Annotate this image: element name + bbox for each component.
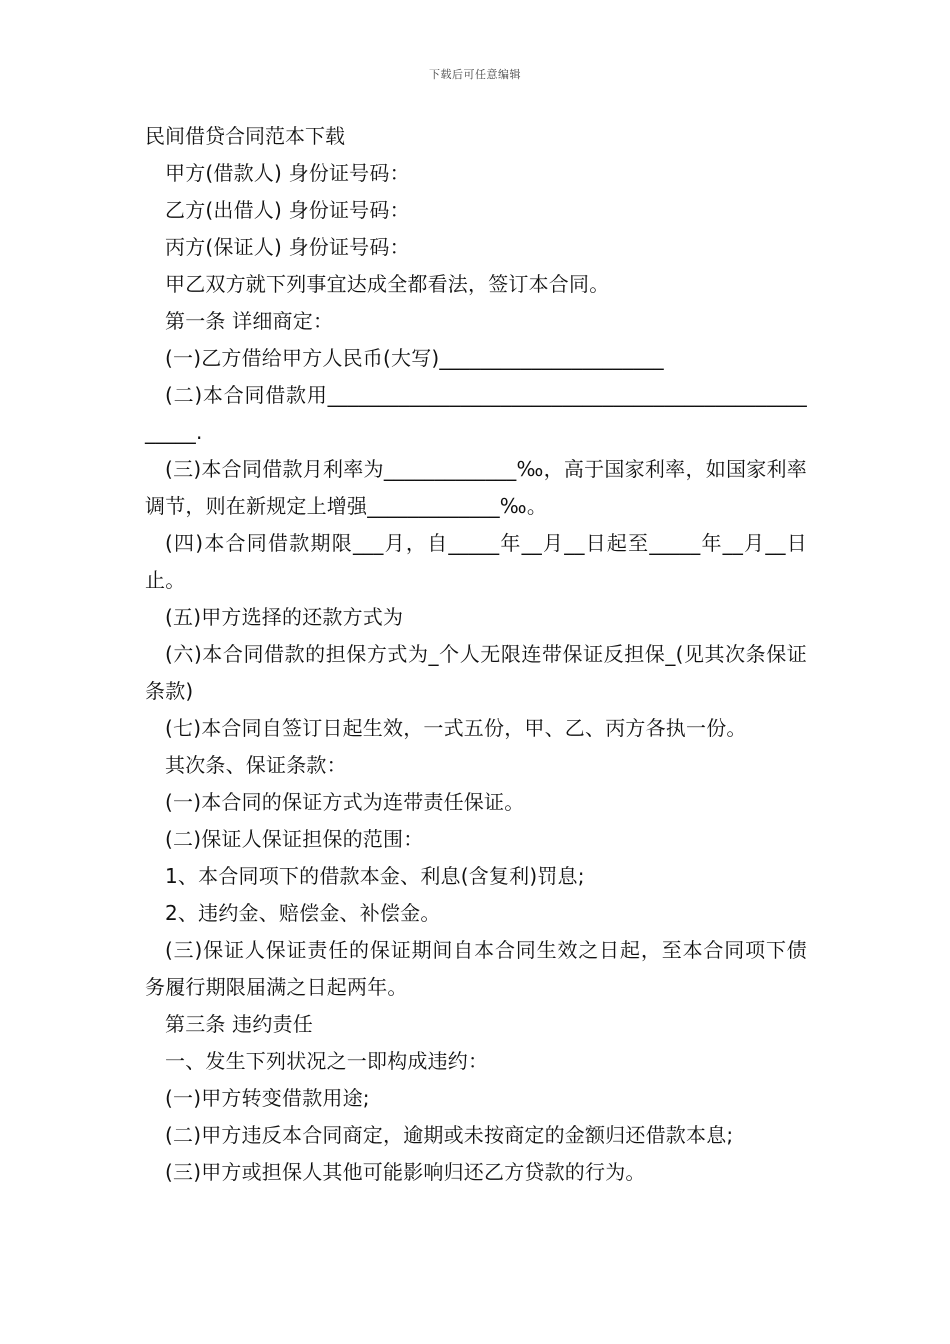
- clause-1-4-loan-term: (四)本合同借款期限___月，自_____年__月__日起至_____年__月__日止。: [145, 531, 807, 592]
- clause-1-3-interest-rate: (三)本合同借款月利率为_____________‰，高于国家利率，如国家利率调节，则在新规定上增强_____________‰。: [145, 457, 807, 518]
- document-title: 民间借贷合同范本下载: [145, 124, 345, 148]
- breach-conditions-intro: 一、发生下列状况之一即构成违约：: [165, 1049, 489, 1073]
- clause-1-2-loan-purpose: (二)本合同借款用____________________________________________________.: [145, 383, 807, 444]
- agreement-intro: 甲乙双方就下列事宜达成全都看法，签订本合同。: [165, 272, 610, 296]
- party-b-id-line: 乙方(出借人) 身份证号码：: [165, 198, 410, 222]
- article-1-heading: 第一条 详细商定：: [165, 309, 334, 333]
- scope-item-2: 2、违约金、赔偿金、补偿金。: [165, 901, 441, 925]
- party-a-id-line: 甲方(借款人) 身份证号码：: [165, 161, 410, 185]
- party-c-id-line: 丙方(保证人) 身份证号码：: [165, 235, 410, 259]
- clause-2-1-guarantee-type: (一)本合同的保证方式为连带责任保证。: [165, 790, 525, 814]
- article-2-heading: 其次条、保证条款：: [165, 753, 347, 777]
- clause-1-6-guarantee-method: (六)本合同借款的担保方式为_个人无限连带保证反担保_(见其次条保证条款): [145, 642, 807, 703]
- article-3-heading: 第三条 违约责任: [165, 1012, 313, 1036]
- clause-2-2-guarantee-scope: (二)保证人保证担保的范围：: [165, 827, 424, 851]
- document-body: [145, 118, 807, 1191]
- breach-item-1: (一)甲方转变借款用途;: [165, 1086, 370, 1110]
- clause-1-7-effectiveness: (七)本合同自签订日起生效，一式五份，甲、乙、丙方各执一份。: [165, 716, 747, 740]
- clause-2-3-guarantee-period: (三)保证人保证责任的保证期间自本合同生效之日起，至本合同项下债务履行期限届满之日起两年。: [145, 938, 807, 999]
- scope-item-1: 1、本合同项下的借款本金、利息(含复利)罚息;: [165, 864, 585, 888]
- breach-item-3: (三)甲方或担保人其他可能影响归还乙方贷款的行为。: [165, 1160, 646, 1184]
- breach-item-2: (二)甲方违反本合同商定，逾期或未按商定的金额归还借款本息;: [165, 1123, 734, 1147]
- clause-1-5-repayment-method: (五)甲方选择的还款方式为: [165, 605, 404, 629]
- clause-1-1-loan-amount: (一)乙方借给甲方人民币(大写)______________________: [165, 346, 664, 370]
- page-header-note: 下载后可任意编辑: [429, 68, 521, 81]
